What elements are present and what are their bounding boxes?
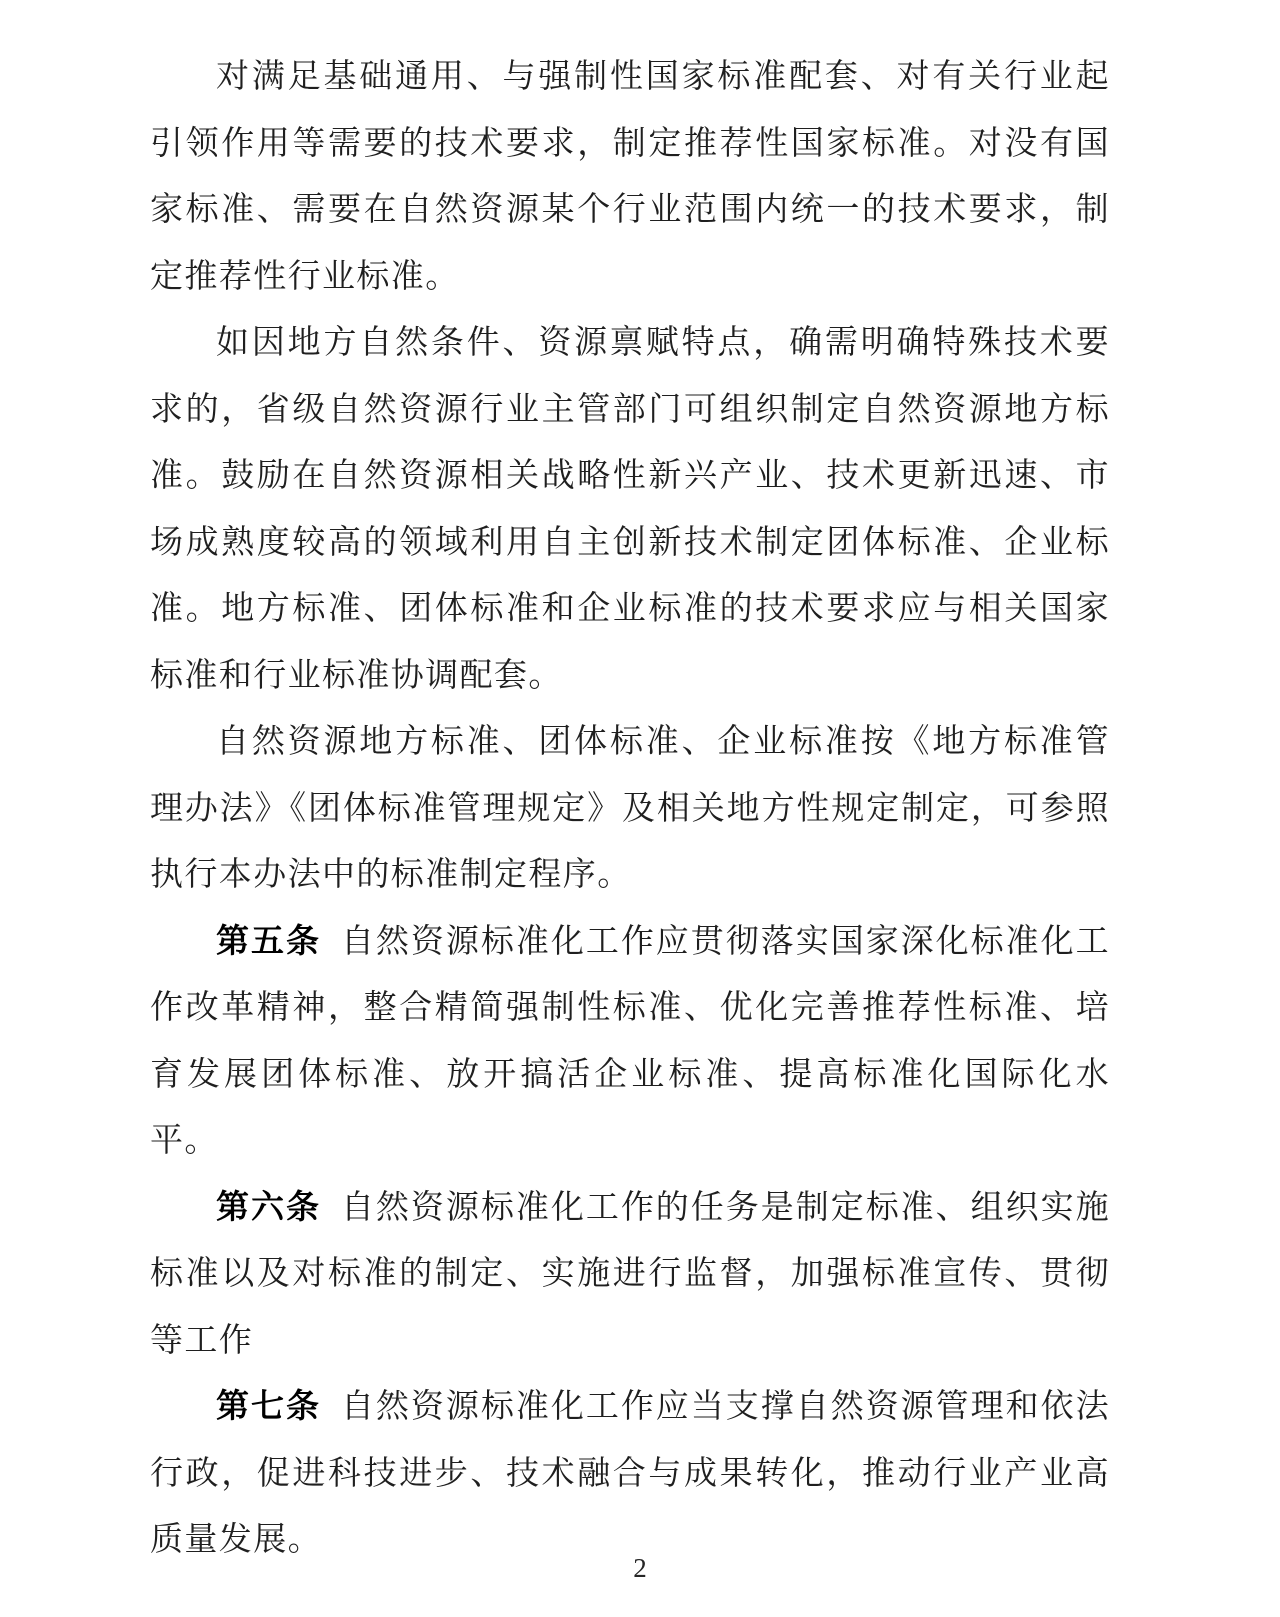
paragraph-text: 对满足基础通用、与强制性国家标准配套、对有关行业起引领作用等需要的技术要求，制定推荐性国家标准。对没有国家标准、需要在自然资源某个行业范围内统一的技术要求，制定推荐性行业标准。 [150, 59, 1110, 295]
article-label: 第六条 [216, 1189, 321, 1226]
paragraph [150, 310, 1110, 709]
paragraph-text: 自然资源地方标准、团体标准、企业标准按《地方标准管理办法》《团体标准管理规定》及相关地方性规定制定，可参照执行本办法中的标准制定程序。 [150, 724, 1110, 893]
paragraph-article-6 [150, 1175, 1110, 1375]
paragraph-article-7 [150, 1374, 1110, 1574]
paragraph-text: 自然资源标准化工作应当支撑自然资源管理和依法行政，促进科技进步、技术融合与成果转化，推动行业产业高质量发展。 [150, 1389, 1110, 1558]
paragraph [150, 44, 1110, 310]
paragraph-article-5 [150, 909, 1110, 1175]
paragraph [150, 709, 1110, 909]
document-body [150, 44, 1110, 1574]
paragraph-text: 如因地方自然条件、资源禀赋特点，确需明确特殊技术要求的，省级自然资源行业主管部门可组织制定自然资源地方标准。鼓励在自然资源相关战略性新兴产业、技术更新迅速、市场成熟度较高的领域利用自主创新技术制定团体标准、企业标准。地方标准、团体标准和企业标准的技术要求应与相关国家标准和行业标准协调配套。 [150, 325, 1110, 694]
article-label: 第七条 [216, 1389, 321, 1425]
article-label: 第五条 [216, 923, 321, 960]
page-number: 2 [633, 1553, 647, 1583]
paragraph-text: 自然资源标准化工作应贯彻落实国家深化标准化工作改革精神，整合精简强制性标准、优化完善推荐性标准、培育发展团体标准、放开搞活企业标准、提高标准化国际化水平。 [150, 923, 1110, 1159]
paragraph-text: 自然资源标准化工作的任务是制定标准、组织实施标准以及对标准的制定、实施进行监督，加强标准宣传、贯彻等工作 [150, 1189, 1110, 1359]
